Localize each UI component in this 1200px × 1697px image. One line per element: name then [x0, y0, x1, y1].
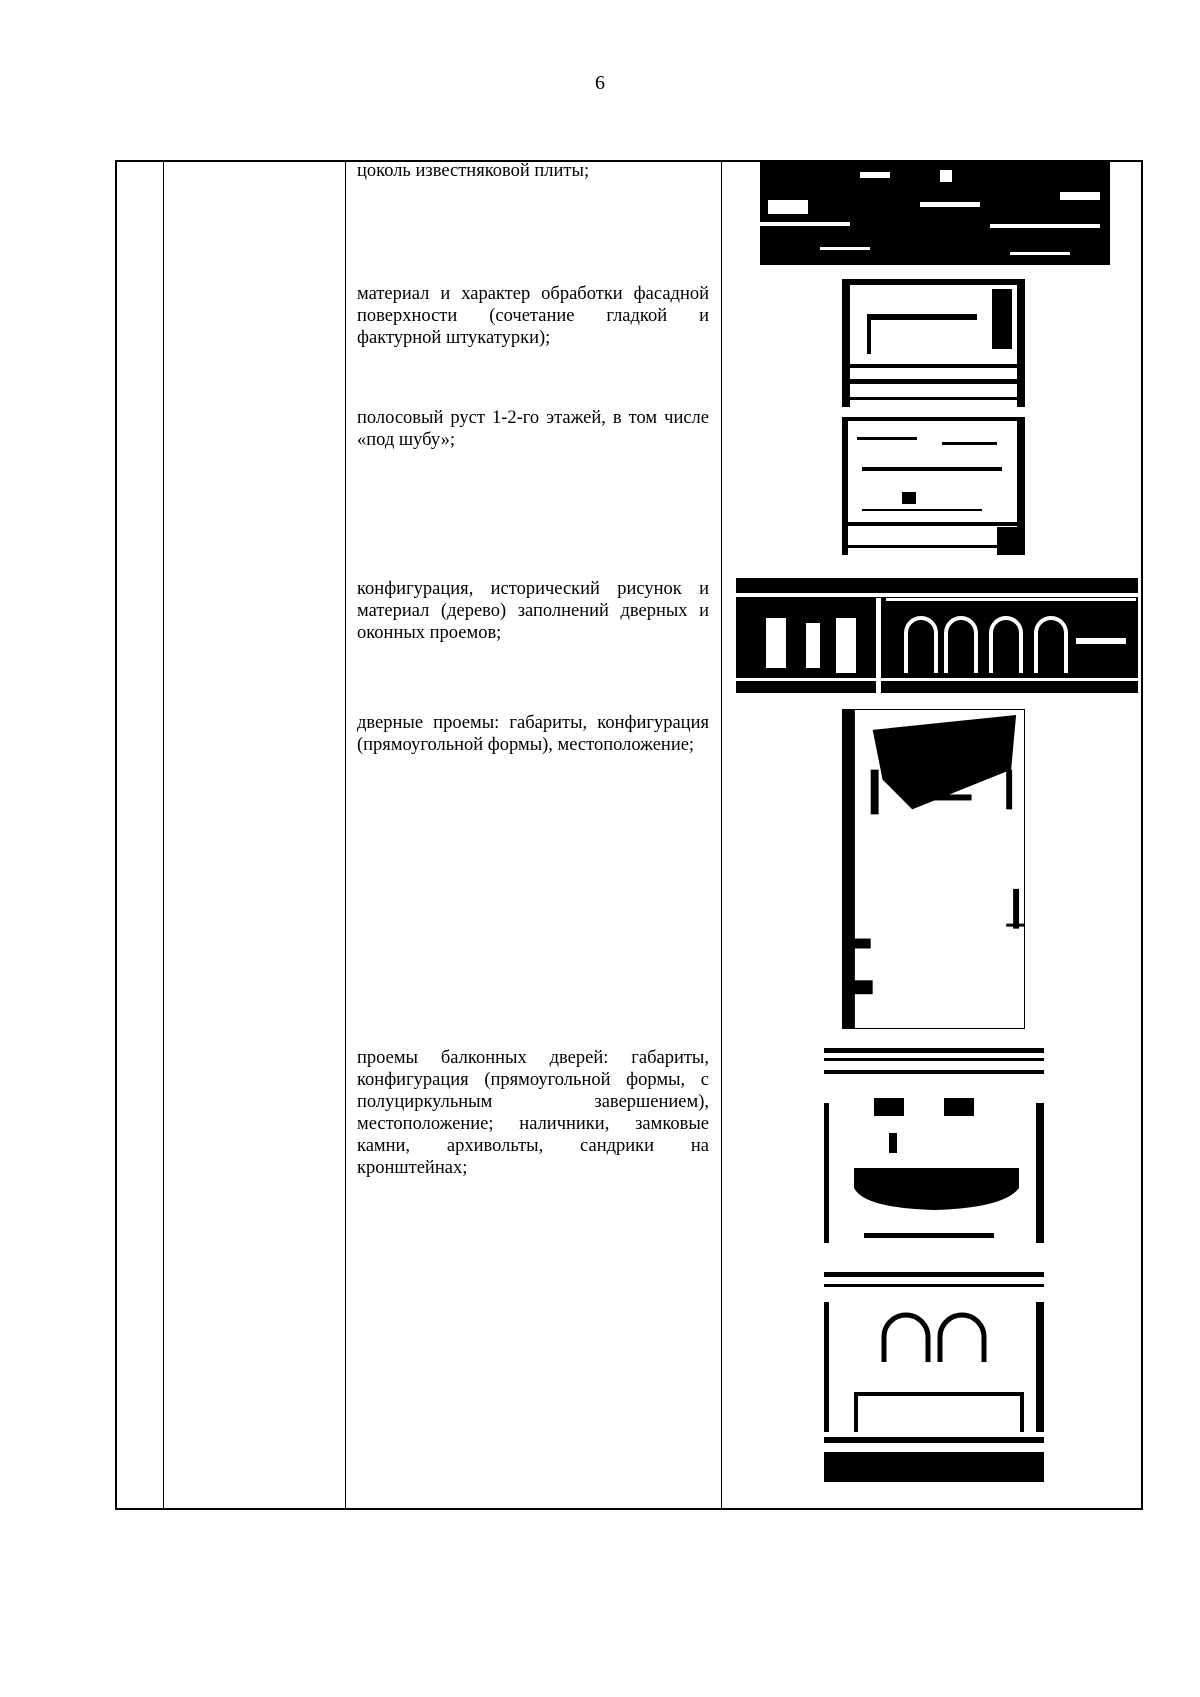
- balcony-door-photo-upper: [824, 1048, 1044, 1246]
- limestone-plinth-photo: [760, 162, 1110, 265]
- feature-text-rustication: полосовый руст 1-2-го этажей, в том числе «под шубу»;: [357, 408, 709, 450]
- feature-text-door-openings: дверные проемы: габариты, конфигурация (прямоугольной формы), местоположение;: [357, 713, 709, 755]
- balcony-door-photo-lower: [824, 1272, 1044, 1482]
- column-divider-1: [163, 162, 164, 1508]
- rustication-photo: [842, 417, 1025, 555]
- column-divider-3: [721, 162, 722, 1508]
- feature-text-facade-surface: материал и характер обработки фасадной поверхности (сочетание гладкой и фактурной штукатурки);: [357, 284, 709, 348]
- window-fillings-photo: [736, 578, 1138, 693]
- page-number: 6: [595, 72, 605, 94]
- feature-text-balcony-doors: проемы балконных дверей: габариты, конфигурация (прямоугольной формы, с полуциркульным завершением), местоположение; наличники, замковые камни, архивольты, сандрики на кронштейнах;: [357, 1048, 709, 1178]
- column-divider-2: [345, 162, 346, 1508]
- protected-features-table: [115, 160, 1143, 1510]
- facade-plaster-photo: [842, 279, 1025, 407]
- feature-text-plinth: цоколь известняковой плиты;: [357, 161, 590, 181]
- door-opening-photo: [842, 709, 1025, 1029]
- feature-text-fillings: конфигурация, исторический рисунок и материал (дерево) заполнений дверных и оконных проемов;: [357, 579, 709, 643]
